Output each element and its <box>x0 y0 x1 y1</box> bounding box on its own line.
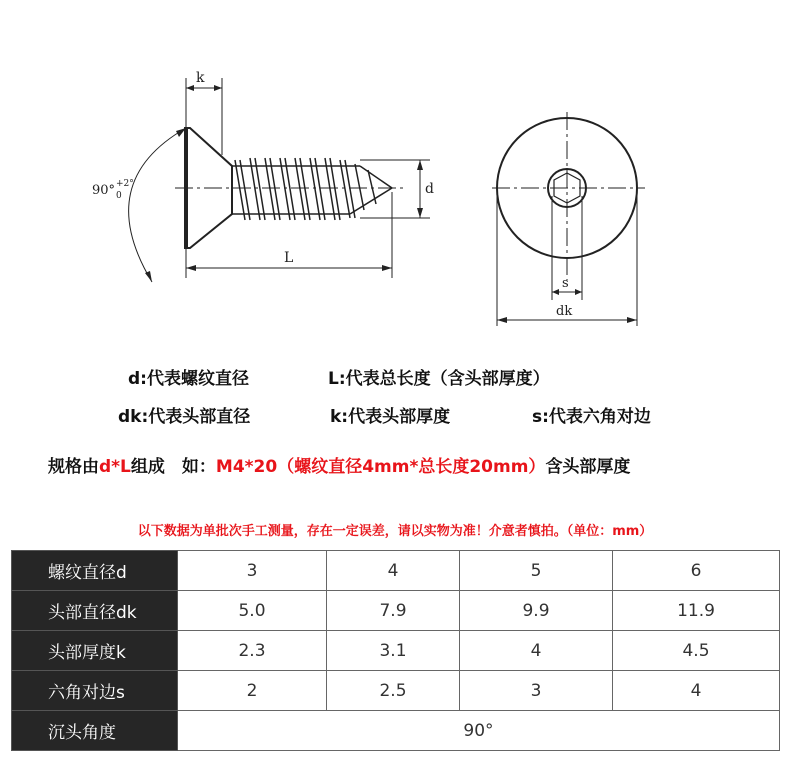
table-row <box>12 631 780 671</box>
legend-L: L:代表总长度（含头部厚度） <box>328 369 550 389</box>
row-label: 沉头角度 <box>12 711 178 751</box>
table-cell: 3 <box>460 671 613 711</box>
row-label: 头部直径dk <box>12 591 178 631</box>
table-cell: 7.9 <box>327 591 460 631</box>
k-label: k <box>196 70 205 86</box>
legend-s: s:代表六角对边 <box>532 407 651 427</box>
table-cell: 2.5 <box>327 671 460 711</box>
angle-tolerance-lower: 0 <box>116 191 122 201</box>
table-cell: 9.9 <box>460 591 613 631</box>
table-cell: 4 <box>327 551 460 591</box>
row-label: 六角对边s <box>12 671 178 711</box>
d-label: d <box>425 181 434 197</box>
dk-label: dk <box>556 304 573 319</box>
table-row <box>12 711 780 751</box>
table-row <box>12 671 780 711</box>
table-cell: 2 <box>178 671 327 711</box>
row-label: 头部厚度k <box>12 631 178 671</box>
table-cell: 6 <box>613 551 780 591</box>
row-label: 螺纹直径d <box>12 551 178 591</box>
spec-table <box>11 550 780 751</box>
table-cell: 11.9 <box>613 591 780 631</box>
spec-formula: d*L <box>99 457 131 477</box>
table-cell: 4 <box>460 631 613 671</box>
screw-head-front-view <box>492 112 645 326</box>
table-cell: 4 <box>613 671 780 711</box>
spec-example: M4*20（螺纹直径4mm*总长度20mm） <box>215 457 546 477</box>
spec-description <box>48 452 630 477</box>
spec-tail: 含头部厚度 <box>545 457 631 477</box>
angle-label: 90° <box>92 183 116 198</box>
table-row <box>12 591 780 631</box>
legend-dk: dk:代表头部直径 <box>118 407 251 427</box>
legend-k: k:代表头部厚度 <box>330 407 451 427</box>
angle-tolerance-upper: +2° <box>116 179 134 189</box>
table-row <box>12 551 780 591</box>
spec-suffix: 组成 如： <box>130 457 216 477</box>
table-cell: 4.5 <box>613 631 780 671</box>
table-cell: 3.1 <box>327 631 460 671</box>
table-cell: 5 <box>460 551 613 591</box>
table-cell: 2.3 <box>178 631 327 671</box>
table-cell: 5.0 <box>178 591 327 631</box>
legend-d: d:代表螺纹直径 <box>128 369 249 389</box>
measurement-note: 以下数据为单批次手工测量，存在一定误差，请以实物为准！介意者慎拍。（单位：mm） <box>137 524 653 539</box>
spec-prefix: 规格由 <box>48 457 99 477</box>
L-label: L <box>284 250 294 266</box>
screw-side-view <box>129 78 430 282</box>
table-cell: 90° <box>178 711 780 751</box>
s-label: s <box>562 276 569 291</box>
screw-dimension-diagram <box>0 0 790 340</box>
table-cell: 3 <box>178 551 327 591</box>
